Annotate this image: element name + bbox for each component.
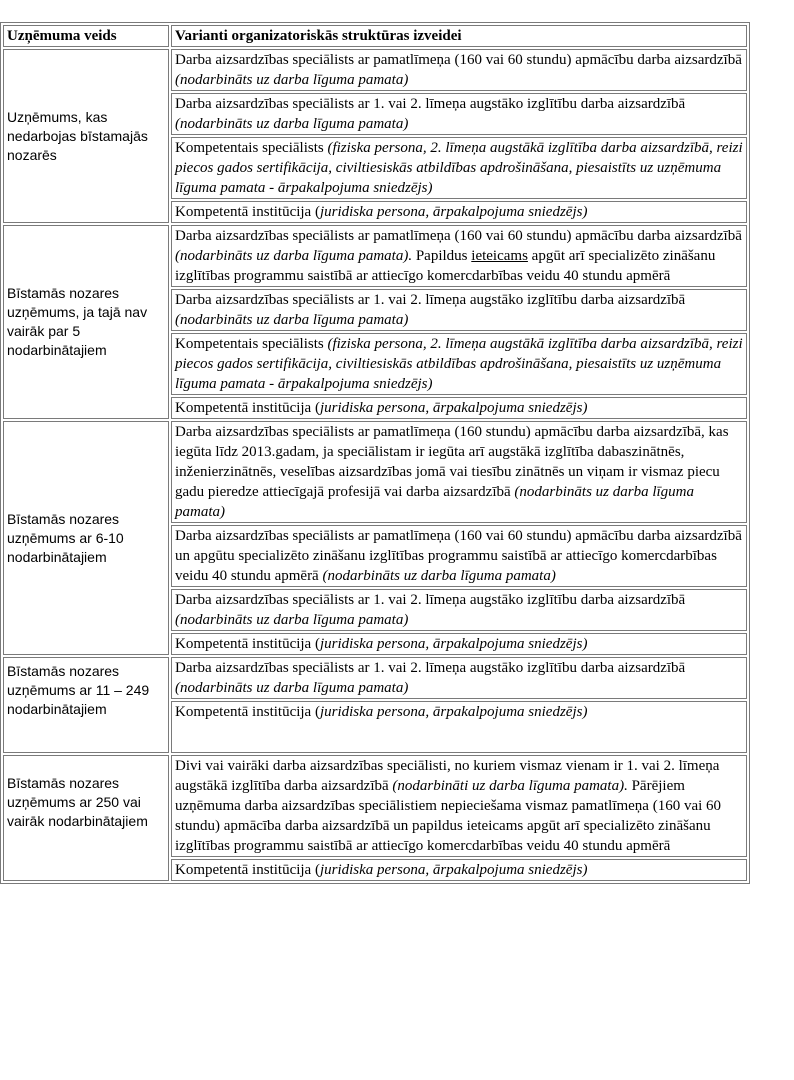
company-type-hazardous-6-10: Bīstamās nozares uzņēmums ar 6-10 nodarbinātajiem: [3, 421, 169, 655]
variant-cell: Darba aizsardzības speciālists ar pamatlīmeņa (160 vai 60 stundu) apmācību darba aizsardzībā (nodarbināts uz darba līguma pamata). Papildus ieteicams apgūt arī specializēto zināšanu izglītības programmu saistībā ar attiecīgo komercdarbības veidu 40 stundu apmērā: [171, 225, 747, 287]
company-type-hazardous-250-plus: Bīstamās nozares uzņēmums ar 250 vai vairāk nodarbinātajiem: [3, 755, 169, 881]
company-type-hazardous-up-to-5: Bīstamās nozares uzņēmums, ja tajā nav vairāk par 5 nodarbinātajiem: [3, 225, 169, 419]
variant-cell: Kompetentā institūcija (juridiska persona, ārpakalpojuma sniedzējs): [171, 201, 747, 223]
structure-variants-table: [0, 22, 750, 884]
variant-cell: Divi vai vairāki darba aizsardzības speciālisti, no kuriem vismaz vienam ir 1. vai 2. līmeņa augstākā izglītība darba aizsardzībā (nodarbināti uz darba līguma pamata). Pārējiem uzņēmuma darba aizsardzības speciālistiem nepieciešama vismaz pamatlīmeņa (160 vai 60 stundu) apmācība darba aizsardzībā un papildus ieteicams apgūt arī specializēto zināšanu izglītības programmu saistībā ar attiecīgo komercdarbības veidu 40 stundu apmērā: [171, 755, 747, 857]
variant-cell: Kompetentais speciālists (fiziska persona, 2. līmeņa augstākā izglītība darba aizsardzībā, reizi piecos gados sertifikācija, civiltiesiskās atbildības apdrošināšana, piesaistīts uz uzņēmuma līguma pamata - ārpakalpojuma sniedzējs): [171, 333, 747, 395]
variant-cell: Darba aizsardzības speciālists ar pamatlīmeņa (160 stundu) apmācību darba aizsardzībā, kas iegūta līdz 2013.gadam, ja speciālistam ir iegūta arī augstākā izglītība dabaszinātnēs, inženierzinātnēs, veselības aizsardzības jomā vai tiesību zinātnēs un viņam ir vismaz piecu gadu pieredze attiecīgajā profesijā vai darba aizsardzībā (nodarbināts uz darba līguma pamata): [171, 421, 747, 523]
table-row: [3, 225, 747, 287]
company-type-non-hazardous: Uzņēmums, kas nedarbojas bīstamajās nozarēs: [3, 49, 169, 223]
table-row: [3, 49, 747, 91]
variant-cell: Kompetentais speciālists (fiziska persona, 2. līmeņa augstākā izglītība darba aizsardzībā, reizi piecos gados sertifikācija, civiltiesiskās atbildības apdrošināšana, piesaistīts uz uzņēmuma līguma pamata - ārpakalpojuma sniedzējs): [171, 137, 747, 199]
table-row: [3, 755, 747, 857]
variant-cell: Darba aizsardzības speciālists ar 1. vai 2. līmeņa augstāko izglītību darba aizsardzībā (nodarbināts uz darba līguma pamata): [171, 93, 747, 135]
header-company-type: Uzņēmuma veids: [3, 25, 169, 47]
variant-cell: Kompetentā institūcija (juridiska persona, ārpakalpojuma sniedzējs): [171, 701, 747, 753]
document-page: [0, 22, 750, 884]
variant-cell: Kompetentā institūcija (juridiska persona, ārpakalpojuma sniedzējs): [171, 633, 747, 655]
variant-cell: Kompetentā institūcija (juridiska persona, ārpakalpojuma sniedzējs): [171, 397, 747, 419]
variant-cell: Darba aizsardzības speciālists ar 1. vai 2. līmeņa augstāko izglītību darba aizsardzībā (nodarbināts uz darba līguma pamata): [171, 289, 747, 331]
variant-cell: Darba aizsardzības speciālists ar 1. vai 2. līmeņa augstāko izglītību darba aizsardzībā (nodarbināts uz darba līguma pamata): [171, 657, 747, 699]
variant-cell: Darba aizsardzības speciālists ar 1. vai 2. līmeņa augstāko izglītību darba aizsardzībā (nodarbināts uz darba līguma pamata): [171, 589, 747, 631]
variant-cell: Darba aizsardzības speciālists ar pamatlīmeņa (160 vai 60 stundu) apmācību darba aizsardzībā (nodarbināts uz darba līguma pamata): [171, 49, 747, 91]
variant-cell: Kompetentā institūcija (juridiska persona, ārpakalpojuma sniedzējs): [171, 859, 747, 881]
header-variants: Varianti organizatoriskās struktūras izveidei: [171, 25, 747, 47]
variant-cell: Darba aizsardzības speciālists ar pamatlīmeņa (160 vai 60 stundu) apmācību darba aizsardzībā un apgūtu specializēto zināšanu izglītības programmu saistībā ar attiecīgo komercdarbības veidu 40 stundu apmērā (nodarbināts uz darba līguma pamata): [171, 525, 747, 587]
table-row: [3, 421, 747, 523]
table-row: [3, 657, 747, 699]
company-type-hazardous-11-249: Bīstamās nozares uzņēmums ar 11 – 249 nodarbinātajiem: [3, 657, 169, 753]
header-row: [3, 25, 747, 47]
